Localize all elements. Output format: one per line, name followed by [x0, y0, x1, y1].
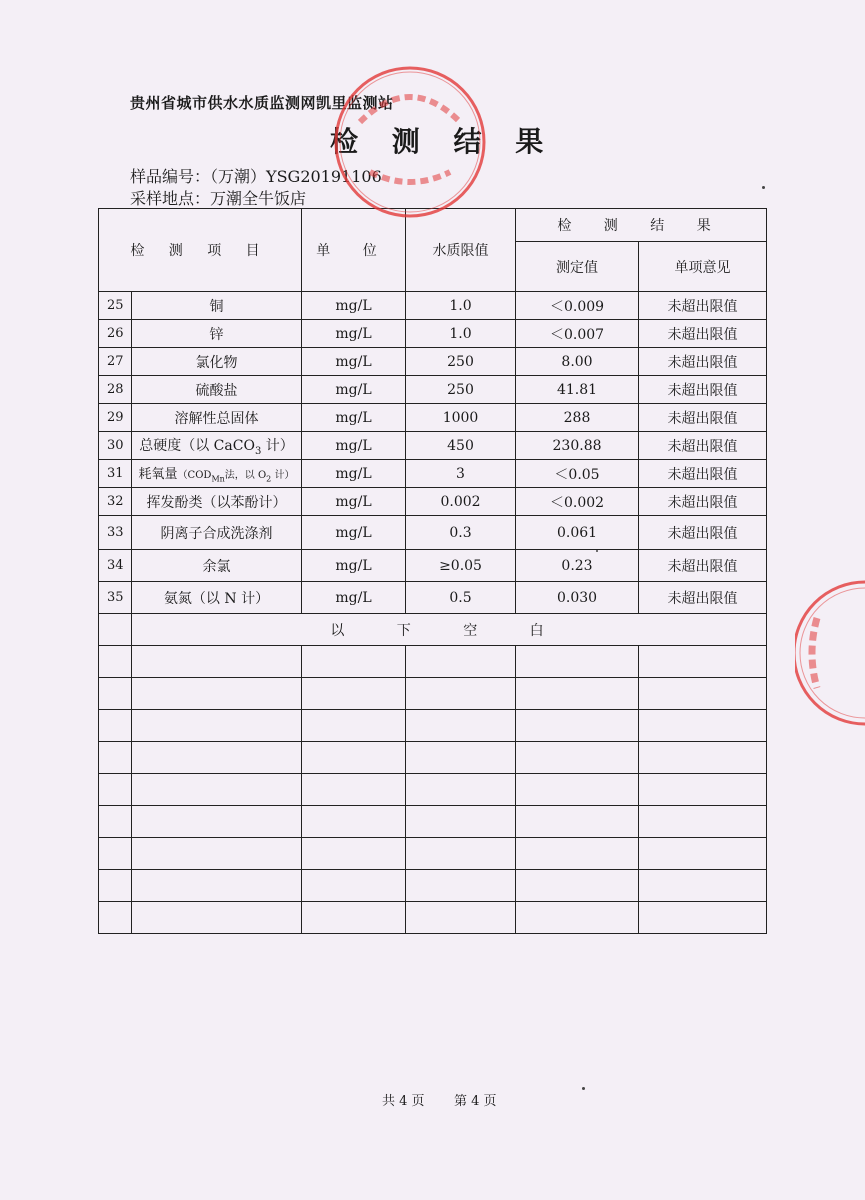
row-opinion: 未超出限值: [639, 460, 767, 488]
empty-cell: [639, 806, 767, 838]
row-opinion: 未超出限值: [639, 550, 767, 582]
empty-cell: [302, 678, 406, 710]
row-unit: mg/L: [302, 460, 406, 488]
row-number: 31: [99, 460, 132, 488]
table-row: [99, 550, 767, 582]
empty-cell: [302, 742, 406, 774]
row-limit: 1000: [406, 404, 516, 432]
row-opinion: 未超出限值: [639, 292, 767, 320]
row-unit: mg/L: [302, 516, 406, 550]
empty-cell: [302, 646, 406, 678]
empty-cell: [406, 838, 516, 870]
row-limit: 0.3: [406, 516, 516, 550]
empty-cell: [99, 678, 132, 710]
row-limit: 0.5: [406, 582, 516, 614]
row-item: 氨氮（以 N 计）: [132, 582, 302, 614]
row-value: 288: [516, 404, 639, 432]
table-row: [99, 582, 767, 614]
empty-cell: [639, 678, 767, 710]
empty-cell: [302, 774, 406, 806]
row-item-subscript: Mn: [211, 474, 225, 484]
row-number: 35: [99, 582, 132, 614]
empty-cell: [639, 838, 767, 870]
row-value: 41.81: [516, 376, 639, 404]
row-number: 34: [99, 550, 132, 582]
ink-speck: [596, 550, 598, 552]
header-limit: 水质限值: [406, 209, 516, 292]
table-row: [99, 432, 767, 460]
row-opinion: 未超出限值: [639, 432, 767, 460]
empty-cell: [406, 646, 516, 678]
row-number: 30: [99, 432, 132, 460]
empty-cell: [132, 870, 302, 902]
empty-cell: [132, 902, 302, 934]
sample-number-value: （万潮）YSG20191106: [210, 167, 382, 186]
empty-row: [99, 806, 767, 838]
blank-below-label: 以 下 空 白: [132, 614, 767, 646]
row-item-main: 耗氧量: [138, 467, 178, 483]
empty-cell: [99, 902, 132, 934]
empty-cell: [406, 774, 516, 806]
row-opinion: 未超出限值: [639, 488, 767, 516]
empty-cell: [516, 902, 639, 934]
row-item: 余氯: [132, 550, 302, 582]
ink-speck: [762, 186, 765, 189]
empty-cell: [99, 838, 132, 870]
row-number: 29: [99, 404, 132, 432]
row-number: 27: [99, 348, 132, 376]
empty-cell: [132, 774, 302, 806]
row-item: 硫酸盐: [132, 376, 302, 404]
table-row: [99, 292, 767, 320]
row-value: ＜0.009: [516, 292, 639, 320]
row-value: 230.88: [516, 432, 639, 460]
ink-speck: [582, 1087, 585, 1090]
empty-cell: [132, 806, 302, 838]
row-item: [132, 460, 302, 488]
empty-cell: [639, 646, 767, 678]
row-value: 8.00: [516, 348, 639, 376]
organization-name: 贵州省城市供水水质监测网凯里监测站: [130, 94, 394, 112]
row-item-main: 总硬度（以 CaCO: [139, 437, 255, 454]
row-unit: mg/L: [302, 488, 406, 516]
row-item: 铜: [132, 292, 302, 320]
row-number: 28: [99, 376, 132, 404]
empty-row: [99, 678, 767, 710]
empty-cell: [516, 742, 639, 774]
results-table: [98, 208, 767, 934]
row-number: 32: [99, 488, 132, 516]
empty-cell: [406, 902, 516, 934]
empty-row: [99, 838, 767, 870]
empty-cell: [99, 646, 132, 678]
row-number: 25: [99, 292, 132, 320]
header-measured: 测定值: [516, 242, 639, 292]
row-opinion: 未超出限值: [639, 320, 767, 348]
empty-cell: [406, 678, 516, 710]
table-row: [99, 348, 767, 376]
sample-number-label: 样品编号：: [130, 167, 211, 186]
row-unit: mg/L: [302, 320, 406, 348]
empty-cell: [99, 742, 132, 774]
empty-cell: [132, 646, 302, 678]
empty-cell: [516, 710, 639, 742]
table-row: [99, 376, 767, 404]
empty-cell: [639, 774, 767, 806]
row-limit: 0.002: [406, 488, 516, 516]
empty-cell: [639, 902, 767, 934]
sampling-location: [130, 186, 306, 209]
empty-cell: [516, 806, 639, 838]
row-unit: mg/L: [302, 376, 406, 404]
header-item: 检 测 项 目: [99, 209, 302, 292]
row-opinion: 未超出限值: [639, 376, 767, 404]
row-unit: mg/L: [302, 582, 406, 614]
row-limit: 450: [406, 432, 516, 460]
row-number: 33: [99, 516, 132, 550]
row-item-note-b: 法，以 O: [224, 470, 267, 482]
empty-cell: [516, 838, 639, 870]
empty-row: [99, 710, 767, 742]
row-item-note-c: 计）: [271, 470, 295, 482]
page-seam-seal-stamp: [795, 578, 865, 728]
row-value: ＜0.002: [516, 488, 639, 516]
empty-row: [99, 902, 767, 934]
row-item-tail: 计）: [261, 437, 294, 454]
empty-row: [99, 742, 767, 774]
row-opinion: 未超出限值: [639, 348, 767, 376]
empty-cell: [132, 838, 302, 870]
row-value: 0.030: [516, 582, 639, 614]
header-results: 检 测 结 果: [516, 209, 767, 242]
row-limit: 3: [406, 460, 516, 488]
table-row: [99, 460, 767, 488]
empty-cell: [516, 774, 639, 806]
empty-cell: [302, 838, 406, 870]
empty-cell: [639, 870, 767, 902]
row-unit: mg/L: [302, 292, 406, 320]
table-row: [99, 488, 767, 516]
row-value: 0.061: [516, 516, 639, 550]
page-title: 检 测 结 果: [330, 125, 556, 158]
row-item: 氯化物: [132, 348, 302, 376]
total-pages: 共 4 页: [382, 1094, 425, 1109]
sampling-location-label: 采样地点：: [130, 189, 211, 208]
row-limit: 1.0: [406, 292, 516, 320]
row-value: ＜0.05: [516, 460, 639, 488]
empty-cell: [302, 870, 406, 902]
row-unit: mg/L: [302, 348, 406, 376]
row-value: 0.23: [516, 550, 639, 582]
blank-number-cell: [99, 614, 132, 646]
empty-cell: [132, 742, 302, 774]
empty-cell: [132, 678, 302, 710]
blank-marker-row: [99, 614, 767, 646]
empty-cell: [639, 742, 767, 774]
page-number: 第 4 页: [454, 1094, 497, 1109]
row-item-subscript-2: 2: [266, 474, 272, 484]
empty-cell: [406, 710, 516, 742]
empty-cell: [639, 710, 767, 742]
row-opinion: 未超出限值: [639, 582, 767, 614]
row-item: 溶解性总固体: [132, 404, 302, 432]
empty-cell: [406, 742, 516, 774]
row-unit: mg/L: [302, 550, 406, 582]
empty-cell: [302, 902, 406, 934]
sampling-location-value: 万潮全牛饭店: [210, 189, 307, 208]
table-row: [99, 404, 767, 432]
row-limit: 250: [406, 348, 516, 376]
empty-cell: [516, 678, 639, 710]
empty-cell: [99, 710, 132, 742]
row-unit: mg/L: [302, 404, 406, 432]
empty-row: [99, 646, 767, 678]
row-value: ＜0.007: [516, 320, 639, 348]
row-limit: 1.0: [406, 320, 516, 348]
row-unit: mg/L: [302, 432, 406, 460]
row-item-subscript: 3: [254, 445, 262, 457]
table-row: [99, 320, 767, 348]
empty-cell: [99, 806, 132, 838]
empty-cell: [99, 870, 132, 902]
empty-cell: [302, 710, 406, 742]
row-limit: ≥0.05: [406, 550, 516, 582]
row-opinion: 未超出限值: [639, 516, 767, 550]
empty-cell: [516, 870, 639, 902]
official-seal-stamp: [330, 62, 490, 222]
header-unit: 单 位: [302, 209, 406, 292]
empty-cell: [406, 806, 516, 838]
row-item: 挥发酚类（以苯酚计）: [132, 488, 302, 516]
empty-row: [99, 774, 767, 806]
row-opinion: 未超出限值: [639, 404, 767, 432]
row-number: 26: [99, 320, 132, 348]
empty-cell: [302, 806, 406, 838]
empty-cell: [99, 774, 132, 806]
table-row: [99, 516, 767, 550]
row-item: 阴离子合成洗涤剂: [132, 516, 302, 550]
row-item: 锌: [132, 320, 302, 348]
row-item-note-a: （COD: [177, 470, 212, 482]
empty-cell: [516, 646, 639, 678]
row-item: [132, 432, 302, 460]
empty-row: [99, 870, 767, 902]
empty-cell: [132, 710, 302, 742]
header-opinion: 单项意见: [639, 242, 767, 292]
empty-cell: [406, 870, 516, 902]
row-limit: 250: [406, 376, 516, 404]
